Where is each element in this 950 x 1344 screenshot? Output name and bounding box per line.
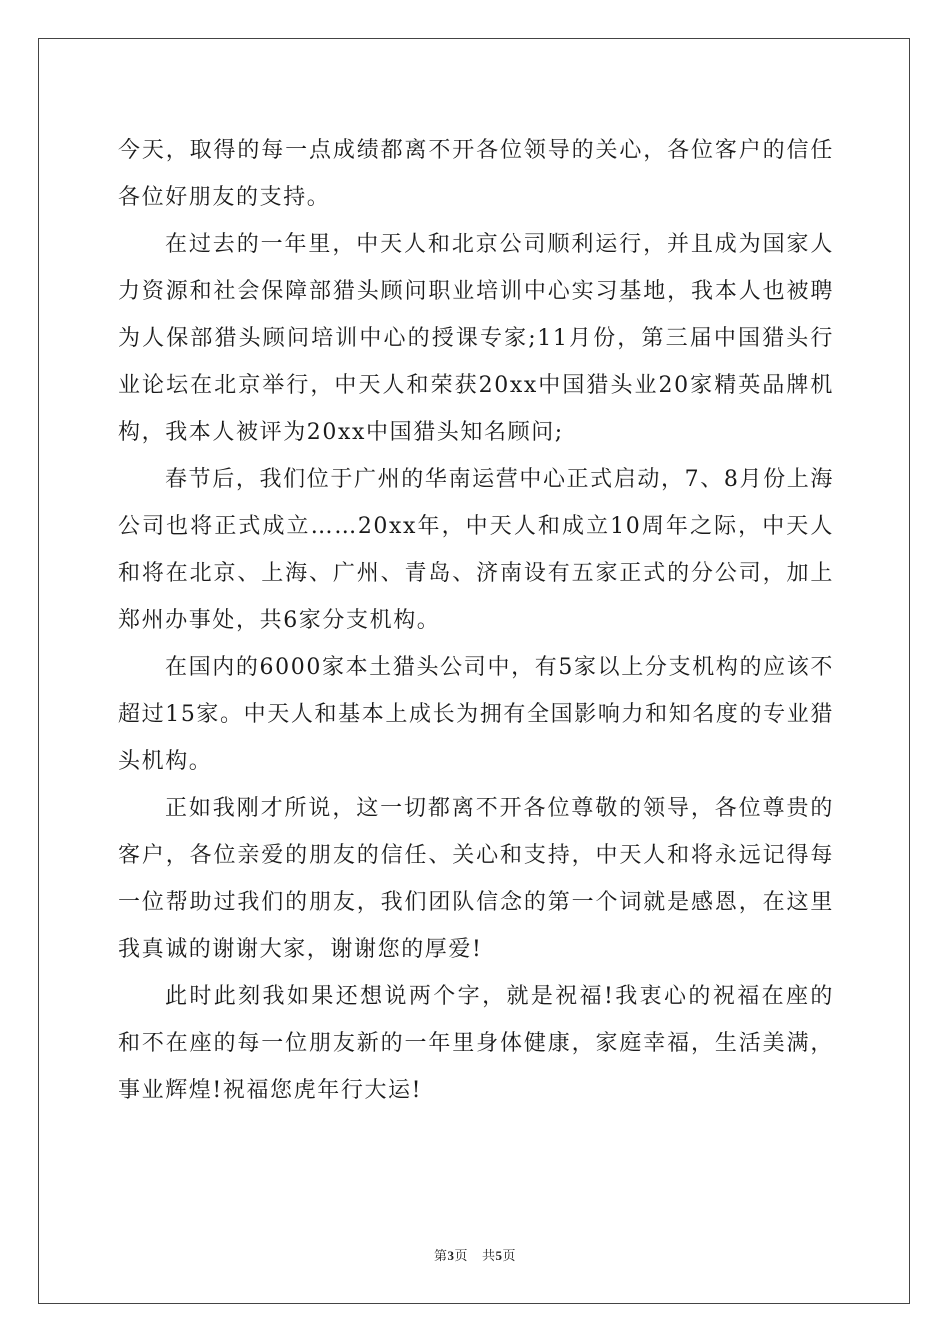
paragraph-5: 正如我刚才所说，这一切都离不开各位尊敬的领导，各位尊贵的客户，各位亲爱的朋友的信任、关心和支持，中天人和将永远记得每一位帮助过我们的朋友，我们团队信念的第一个词就是感恩，在这里我真诚的谢谢大家，谢谢您的厚爱!	[118, 796, 834, 962]
total-pages: 5	[495, 1248, 503, 1263]
page-number: 3	[447, 1248, 455, 1263]
total-suffix: 页	[502, 1249, 517, 1264]
total-prefix: 共	[482, 1249, 496, 1264]
paragraph-4: 在国内的6000家本土猎头公司中，有5家以上分支机构的应该不超过15家。中天人和基本上成长为拥有全国影响力和知名度的专业猎头机构。	[118, 655, 834, 774]
document-body	[118, 127, 834, 1114]
page-prefix: 第	[433, 1249, 448, 1264]
paragraph-1: 今天，取得的每一点成绩都离不开各位领导的关心，各位客户的信任各位好朋友的支持。	[118, 138, 834, 210]
paragraph-3: 春节后，我们位于广州的华南运营中心正式启动，7、8月份上海公司也将正式成立……20xx年，中天人和成立10周年之际，中天人和将在北京、上海、广州、青岛、济南设有五家正式的分公司，加上郑州办事处，共6家分支机构。	[118, 467, 834, 633]
page-suffix: 页	[454, 1249, 468, 1264]
page-footer	[0, 1247, 950, 1266]
paragraph-2: 在过去的一年里，中天人和北京公司顺利运行，并且成为国家人力资源和社会保障部猎头顾问职业培训中心实习基地，我本人也被聘为人保部猎头顾问培训中心的授课专家;11月份，第三届中国猎头行业论坛在北京举行，中天人和荣获20xx中国猎头业20家精英品牌机构，我本人被评为20xx中国猎头知名顾问;	[118, 232, 834, 445]
paragraph-6: 此时此刻我如果还想说两个字，就是祝福!我衷心的祝福在座的和不在座的每一位朋友新的一年里身体健康，家庭幸福，生活美满，事业辉煌!祝福您虎年行大运!	[118, 984, 834, 1103]
